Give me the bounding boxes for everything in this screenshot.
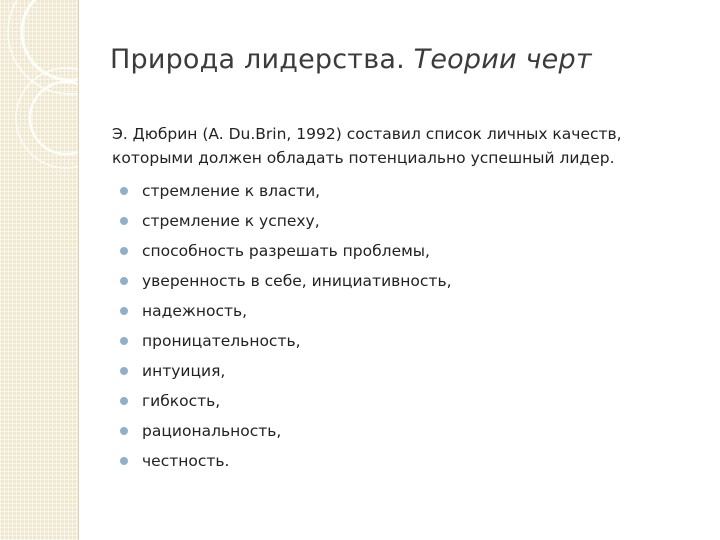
list-item-text: гибкость,	[142, 392, 221, 410]
list-item-text: надежность,	[142, 302, 248, 320]
list-item	[112, 206, 692, 236]
list-item	[112, 386, 692, 416]
slide-title	[110, 44, 592, 75]
list-item	[112, 356, 692, 386]
list-item-text: проницательность,	[142, 332, 301, 350]
slide-title-italic: Теории черт	[413, 44, 592, 75]
list-item	[112, 266, 692, 296]
list-item-text: стремление к власти,	[142, 182, 321, 200]
list-item	[112, 176, 692, 206]
slide-content	[112, 122, 692, 476]
bullet-icon	[120, 307, 128, 315]
list-item-text: рациональность,	[142, 422, 282, 440]
qualities-list	[112, 176, 692, 476]
decorative-side-band	[0, 0, 79, 540]
intro-line-1: Э. Дюбрин (A. Du.Brin, 1992) составил список личных качеств,	[112, 125, 622, 143]
list-item-text: уверенность в себе, инициативность,	[142, 272, 452, 290]
list-item	[112, 446, 692, 476]
bullet-icon	[120, 277, 128, 285]
list-item-text: честность.	[142, 452, 230, 470]
list-item	[112, 326, 692, 356]
intro-line-2: которыми должен обладать потенциально успешный лидер.	[112, 149, 615, 167]
list-item-text: интуиция,	[142, 362, 226, 380]
bullet-icon	[120, 337, 128, 345]
list-item	[112, 416, 692, 446]
list-item-text: способность разрешать проблемы,	[142, 242, 430, 260]
list-item	[112, 236, 692, 266]
list-item	[112, 296, 692, 326]
bullet-icon	[120, 427, 128, 435]
bullet-icon	[120, 187, 128, 195]
slide-title-regular: Природа лидерства.	[110, 44, 414, 75]
bullet-icon	[120, 457, 128, 465]
bullet-icon	[120, 367, 128, 375]
bullet-icon	[120, 247, 128, 255]
decorative-circles-graphic	[0, 0, 78, 540]
bullet-icon	[120, 397, 128, 405]
bullet-icon	[120, 217, 128, 225]
list-item-text: стремление к успеху,	[142, 212, 320, 230]
